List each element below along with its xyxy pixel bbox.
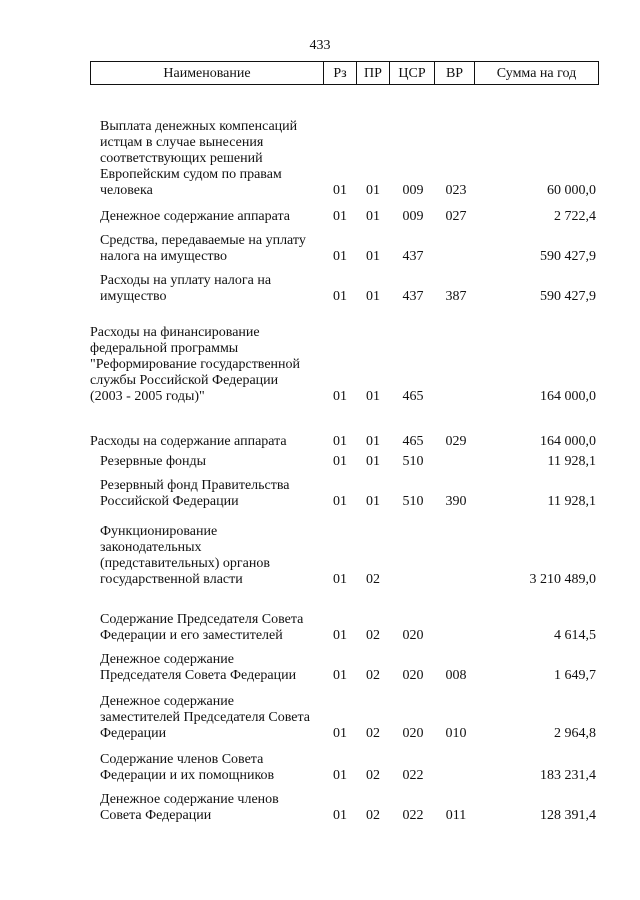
row-name-line: службы Российской Федерации bbox=[90, 373, 279, 388]
table-row bbox=[0, 524, 640, 588]
row-sum: 60 000,0 bbox=[547, 183, 596, 198]
row-sum: 2 964,8 bbox=[554, 726, 596, 741]
row-sum: 4 614,5 bbox=[554, 628, 596, 643]
row-name-line: Выплата денежных компенсаций bbox=[100, 119, 298, 134]
table-row bbox=[0, 612, 640, 644]
row-pr: 02 bbox=[366, 808, 380, 823]
row-csr: 022 bbox=[402, 808, 424, 823]
row-sum: 128 391,4 bbox=[540, 808, 596, 823]
row-sum: 183 231,4 bbox=[540, 768, 596, 783]
row-vr: 023 bbox=[445, 183, 467, 198]
header-rz: Рз bbox=[324, 62, 357, 85]
row-csr: 020 bbox=[402, 726, 424, 741]
row-csr: 510 bbox=[402, 454, 424, 469]
row-name bbox=[90, 434, 322, 450]
row-name-line: Содержание членов Совета bbox=[100, 752, 264, 767]
header-pr: ПР bbox=[357, 62, 390, 85]
row-sum: 164 000,0 bbox=[540, 389, 596, 404]
row-vr: 387 bbox=[445, 289, 467, 304]
row-sum: 1 649,7 bbox=[554, 668, 596, 683]
row-name bbox=[100, 454, 332, 470]
row-name-line: имущество bbox=[100, 289, 167, 304]
row-sum: 164 000,0 bbox=[540, 434, 596, 449]
table-row bbox=[0, 119, 640, 199]
row-csr: 510 bbox=[402, 494, 424, 509]
table-row bbox=[0, 209, 640, 225]
table-row bbox=[0, 233, 640, 265]
row-name bbox=[100, 273, 332, 305]
row-pr: 02 bbox=[366, 768, 380, 783]
header-sum: Сумма на год bbox=[475, 62, 599, 85]
row-name-line: Расходы на уплату налога на bbox=[100, 273, 272, 288]
table-row bbox=[0, 478, 640, 510]
row-name-line: Резервные фонды bbox=[100, 454, 207, 469]
row-name-line: Средства, передаваемые на уплату bbox=[100, 233, 306, 248]
row-rz: 01 bbox=[333, 434, 347, 449]
row-name-line: Европейским судом по правам bbox=[100, 167, 282, 182]
table-row bbox=[0, 454, 640, 470]
row-name-line: Денежное содержание bbox=[100, 694, 234, 709]
row-name-line: соответствующих решений bbox=[100, 151, 263, 166]
row-pr: 02 bbox=[366, 572, 380, 587]
table-row bbox=[0, 792, 640, 824]
row-sum: 11 928,1 bbox=[547, 454, 596, 469]
header-csr: ЦСР bbox=[390, 62, 435, 85]
row-name-line: (представительных) органов bbox=[100, 556, 270, 571]
row-name-line: законодательных bbox=[100, 540, 202, 555]
table-row bbox=[0, 694, 640, 742]
row-csr: 020 bbox=[402, 668, 424, 683]
row-name-line: Содержание Председателя Совета bbox=[100, 612, 304, 627]
row-name bbox=[100, 119, 332, 199]
row-rz: 01 bbox=[333, 289, 347, 304]
row-vr: 029 bbox=[445, 434, 467, 449]
row-pr: 01 bbox=[366, 389, 380, 404]
row-sum: 590 427,9 bbox=[540, 249, 596, 264]
row-pr: 02 bbox=[366, 726, 380, 741]
row-rz: 01 bbox=[333, 494, 347, 509]
row-vr: 010 bbox=[445, 726, 467, 741]
row-vr: 390 bbox=[445, 494, 467, 509]
row-sum: 11 928,1 bbox=[547, 494, 596, 509]
header-vr: ВР bbox=[435, 62, 475, 85]
row-vr: 008 bbox=[445, 668, 467, 683]
row-vr: 027 bbox=[445, 209, 467, 224]
row-rz: 01 bbox=[333, 808, 347, 823]
row-name bbox=[100, 524, 332, 588]
table-row bbox=[0, 652, 640, 684]
row-name bbox=[100, 612, 332, 644]
header-name: Наименование bbox=[91, 62, 324, 85]
row-rz: 01 bbox=[333, 668, 347, 683]
row-pr: 01 bbox=[366, 183, 380, 198]
table-row bbox=[0, 434, 640, 450]
row-name-line: человека bbox=[100, 183, 153, 198]
row-rz: 01 bbox=[333, 389, 347, 404]
row-name-line: истцам в случае вынесения bbox=[100, 135, 264, 150]
row-csr: 437 bbox=[402, 289, 424, 304]
row-csr: 020 bbox=[402, 628, 424, 643]
row-vr: 011 bbox=[445, 808, 467, 823]
row-name-line: Денежное содержание аппарата bbox=[100, 209, 291, 224]
row-pr: 01 bbox=[366, 434, 380, 449]
row-name bbox=[100, 233, 332, 265]
row-name-line: "Реформирование государственной bbox=[90, 357, 301, 372]
row-name bbox=[100, 652, 332, 684]
row-name-line: Резервный фонд Правительства bbox=[100, 478, 290, 493]
row-rz: 01 bbox=[333, 768, 347, 783]
column-header-table bbox=[90, 61, 599, 85]
row-sum: 590 427,9 bbox=[540, 289, 596, 304]
row-name-line: федеральной программы bbox=[90, 341, 239, 356]
row-name bbox=[100, 792, 332, 824]
row-name-line: Российской Федерации bbox=[100, 494, 239, 509]
row-name-line: Председателя Совета Федерации bbox=[100, 668, 297, 683]
table-row bbox=[0, 752, 640, 784]
row-name bbox=[100, 209, 332, 225]
row-csr: 465 bbox=[402, 434, 424, 449]
row-rz: 01 bbox=[333, 249, 347, 264]
row-sum: 3 210 489,0 bbox=[529, 572, 596, 587]
row-rz: 01 bbox=[333, 454, 347, 469]
row-pr: 01 bbox=[366, 209, 380, 224]
row-pr: 01 bbox=[366, 494, 380, 509]
row-sum: 2 722,4 bbox=[554, 209, 596, 224]
row-name-line: Денежное содержание членов bbox=[100, 792, 279, 807]
row-name-line: Расходы на содержание аппарата bbox=[90, 434, 287, 449]
row-pr: 01 bbox=[366, 454, 380, 469]
row-name-line: Федерации bbox=[100, 726, 167, 741]
row-name bbox=[90, 325, 322, 405]
row-name-line: государственной власти bbox=[100, 572, 243, 587]
row-name bbox=[100, 752, 332, 784]
row-csr: 009 bbox=[402, 183, 424, 198]
table-row bbox=[0, 273, 640, 305]
row-csr: 465 bbox=[402, 389, 424, 404]
row-name-line: Совета Федерации bbox=[100, 808, 212, 823]
row-pr: 02 bbox=[366, 668, 380, 683]
row-rz: 01 bbox=[333, 209, 347, 224]
row-name-line: заместителей Председателя Совета bbox=[100, 710, 311, 725]
row-pr: 02 bbox=[366, 628, 380, 643]
row-csr: 022 bbox=[402, 768, 424, 783]
row-name-line: Федерации и его заместителей bbox=[100, 628, 283, 643]
row-name-line: налога на имущество bbox=[100, 249, 228, 264]
row-name-line: Функционирование bbox=[100, 524, 218, 539]
row-rz: 01 bbox=[333, 726, 347, 741]
row-pr: 01 bbox=[366, 249, 380, 264]
table-row bbox=[0, 325, 640, 405]
row-csr: 009 bbox=[402, 209, 424, 224]
row-name-line: Денежное содержание bbox=[100, 652, 234, 667]
row-pr: 01 bbox=[366, 289, 380, 304]
row-name-line: (2003 - 2005 годы)" bbox=[90, 389, 205, 404]
row-name bbox=[100, 694, 332, 742]
page-number: 433 bbox=[309, 38, 331, 53]
row-rz: 01 bbox=[333, 572, 347, 587]
row-name bbox=[100, 478, 332, 510]
row-name-line: Федерации и их помощников bbox=[100, 768, 275, 783]
row-name-line: Расходы на финансирование bbox=[90, 325, 260, 340]
row-rz: 01 bbox=[333, 183, 347, 198]
row-rz: 01 bbox=[333, 628, 347, 643]
row-csr: 437 bbox=[402, 249, 424, 264]
